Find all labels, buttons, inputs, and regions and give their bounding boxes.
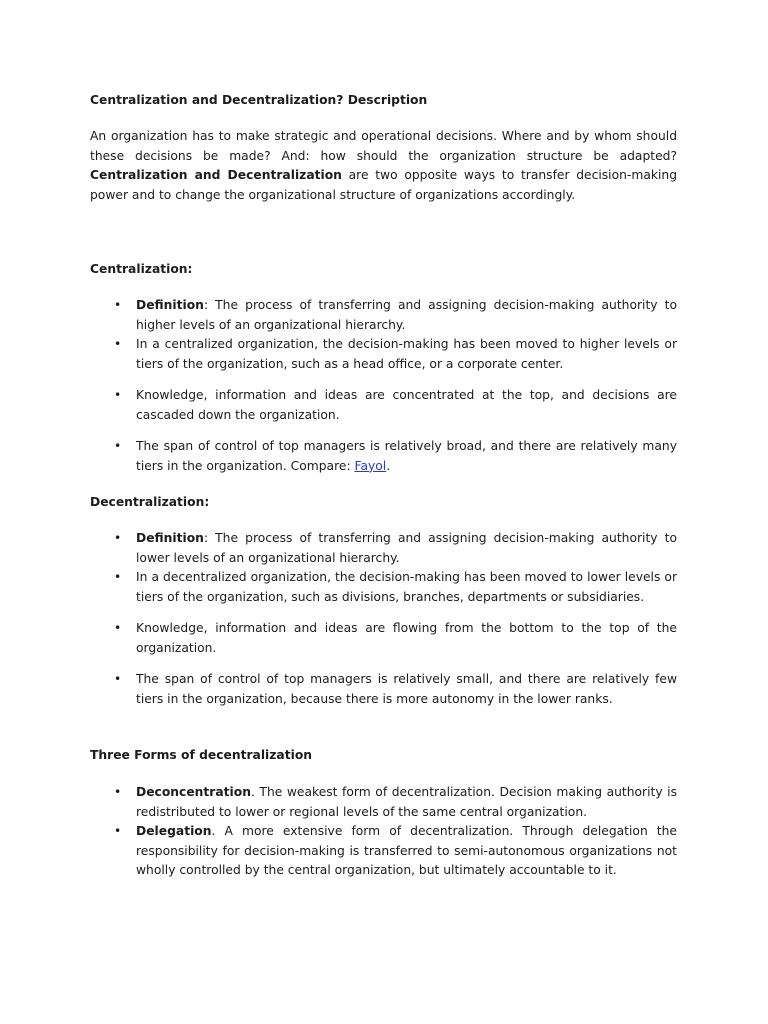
definition-text: : The process of transferring and assigning decision-making authority to higher levels of an organizational hierarchy. <box>136 298 677 332</box>
intro-text-1: An organization has to make strategic and operational decisions. Where and by whom should these decisions be made? And: how should the organization structure be adapted? <box>90 129 677 163</box>
definition-label: Definition <box>136 531 204 545</box>
intro-paragraph <box>90 127 677 205</box>
fayol-link[interactable]: Fayol <box>354 458 387 473</box>
list-item <box>90 822 677 881</box>
list-item <box>90 783 677 822</box>
list-item <box>90 437 677 476</box>
form-text: . The weakest form of decentralization. Decision making authority is redistributed to lower or regional levels of the same central organization. <box>136 785 677 819</box>
document-title: Centralization and Decentralization? Description <box>90 93 428 107</box>
centralization-heading: Centralization: <box>90 262 193 276</box>
form-text: . A more extensive form of decentralization. Through delegation the responsibility for decision-making is transferred to semi-autonomous organizations not wholly controlled by the central organization, but ultimately accountable to it. <box>136 824 677 877</box>
list-item-text: The span of control of top managers is relatively broad, and there are relatively many tiers in the organization. Compare: <box>136 439 677 473</box>
list-item <box>90 296 677 335</box>
list-item <box>90 529 677 568</box>
list-item-text-end: . <box>386 458 391 473</box>
forms-list <box>90 783 677 881</box>
list-item-text: In a centralized organization, the decision-making has been moved to higher levels or tiers of the organization, such as a head office, or a corporate center. <box>136 337 677 371</box>
list-item <box>90 619 677 658</box>
list-item <box>90 386 677 425</box>
definition-label: Definition <box>136 298 204 312</box>
definition-text: : The process of transferring and assigning decision-making authority to lower levels of an organizational hierarchy. <box>136 531 677 565</box>
list-item-text: Knowledge, information and ideas are concentrated at the top, and decisions are cascaded down the organization. <box>136 388 677 422</box>
intro-bold-term: Centralization and Decentralization <box>90 168 342 182</box>
list-item-text: Knowledge, information and ideas are flowing from the bottom to the top of the organization. <box>136 621 677 655</box>
list-item <box>90 670 677 709</box>
decentralization-heading: Decentralization: <box>90 495 210 509</box>
list-item <box>90 335 677 374</box>
decentralization-list <box>90 529 677 709</box>
intro-text-2: are two opposite ways to transfer decision-making power and to change the organizational structure of organizations accordingly. <box>90 168 678 202</box>
form-label: Deconcentration <box>136 785 251 799</box>
list-item-text: The span of control of top managers is relatively small, and there are relatively few tiers in the organization, because there is more autonomy in the lower ranks. <box>136 672 677 706</box>
list-item <box>90 568 677 607</box>
forms-heading: Three Forms of decentralization <box>90 748 313 762</box>
centralization-list <box>90 296 677 476</box>
list-item-text: In a decentralized organization, the decision-making has been moved to lower levels or tiers of the organization, such as divisions, branches, departments or subsidiaries. <box>136 570 677 604</box>
form-label: Delegation <box>136 824 212 838</box>
